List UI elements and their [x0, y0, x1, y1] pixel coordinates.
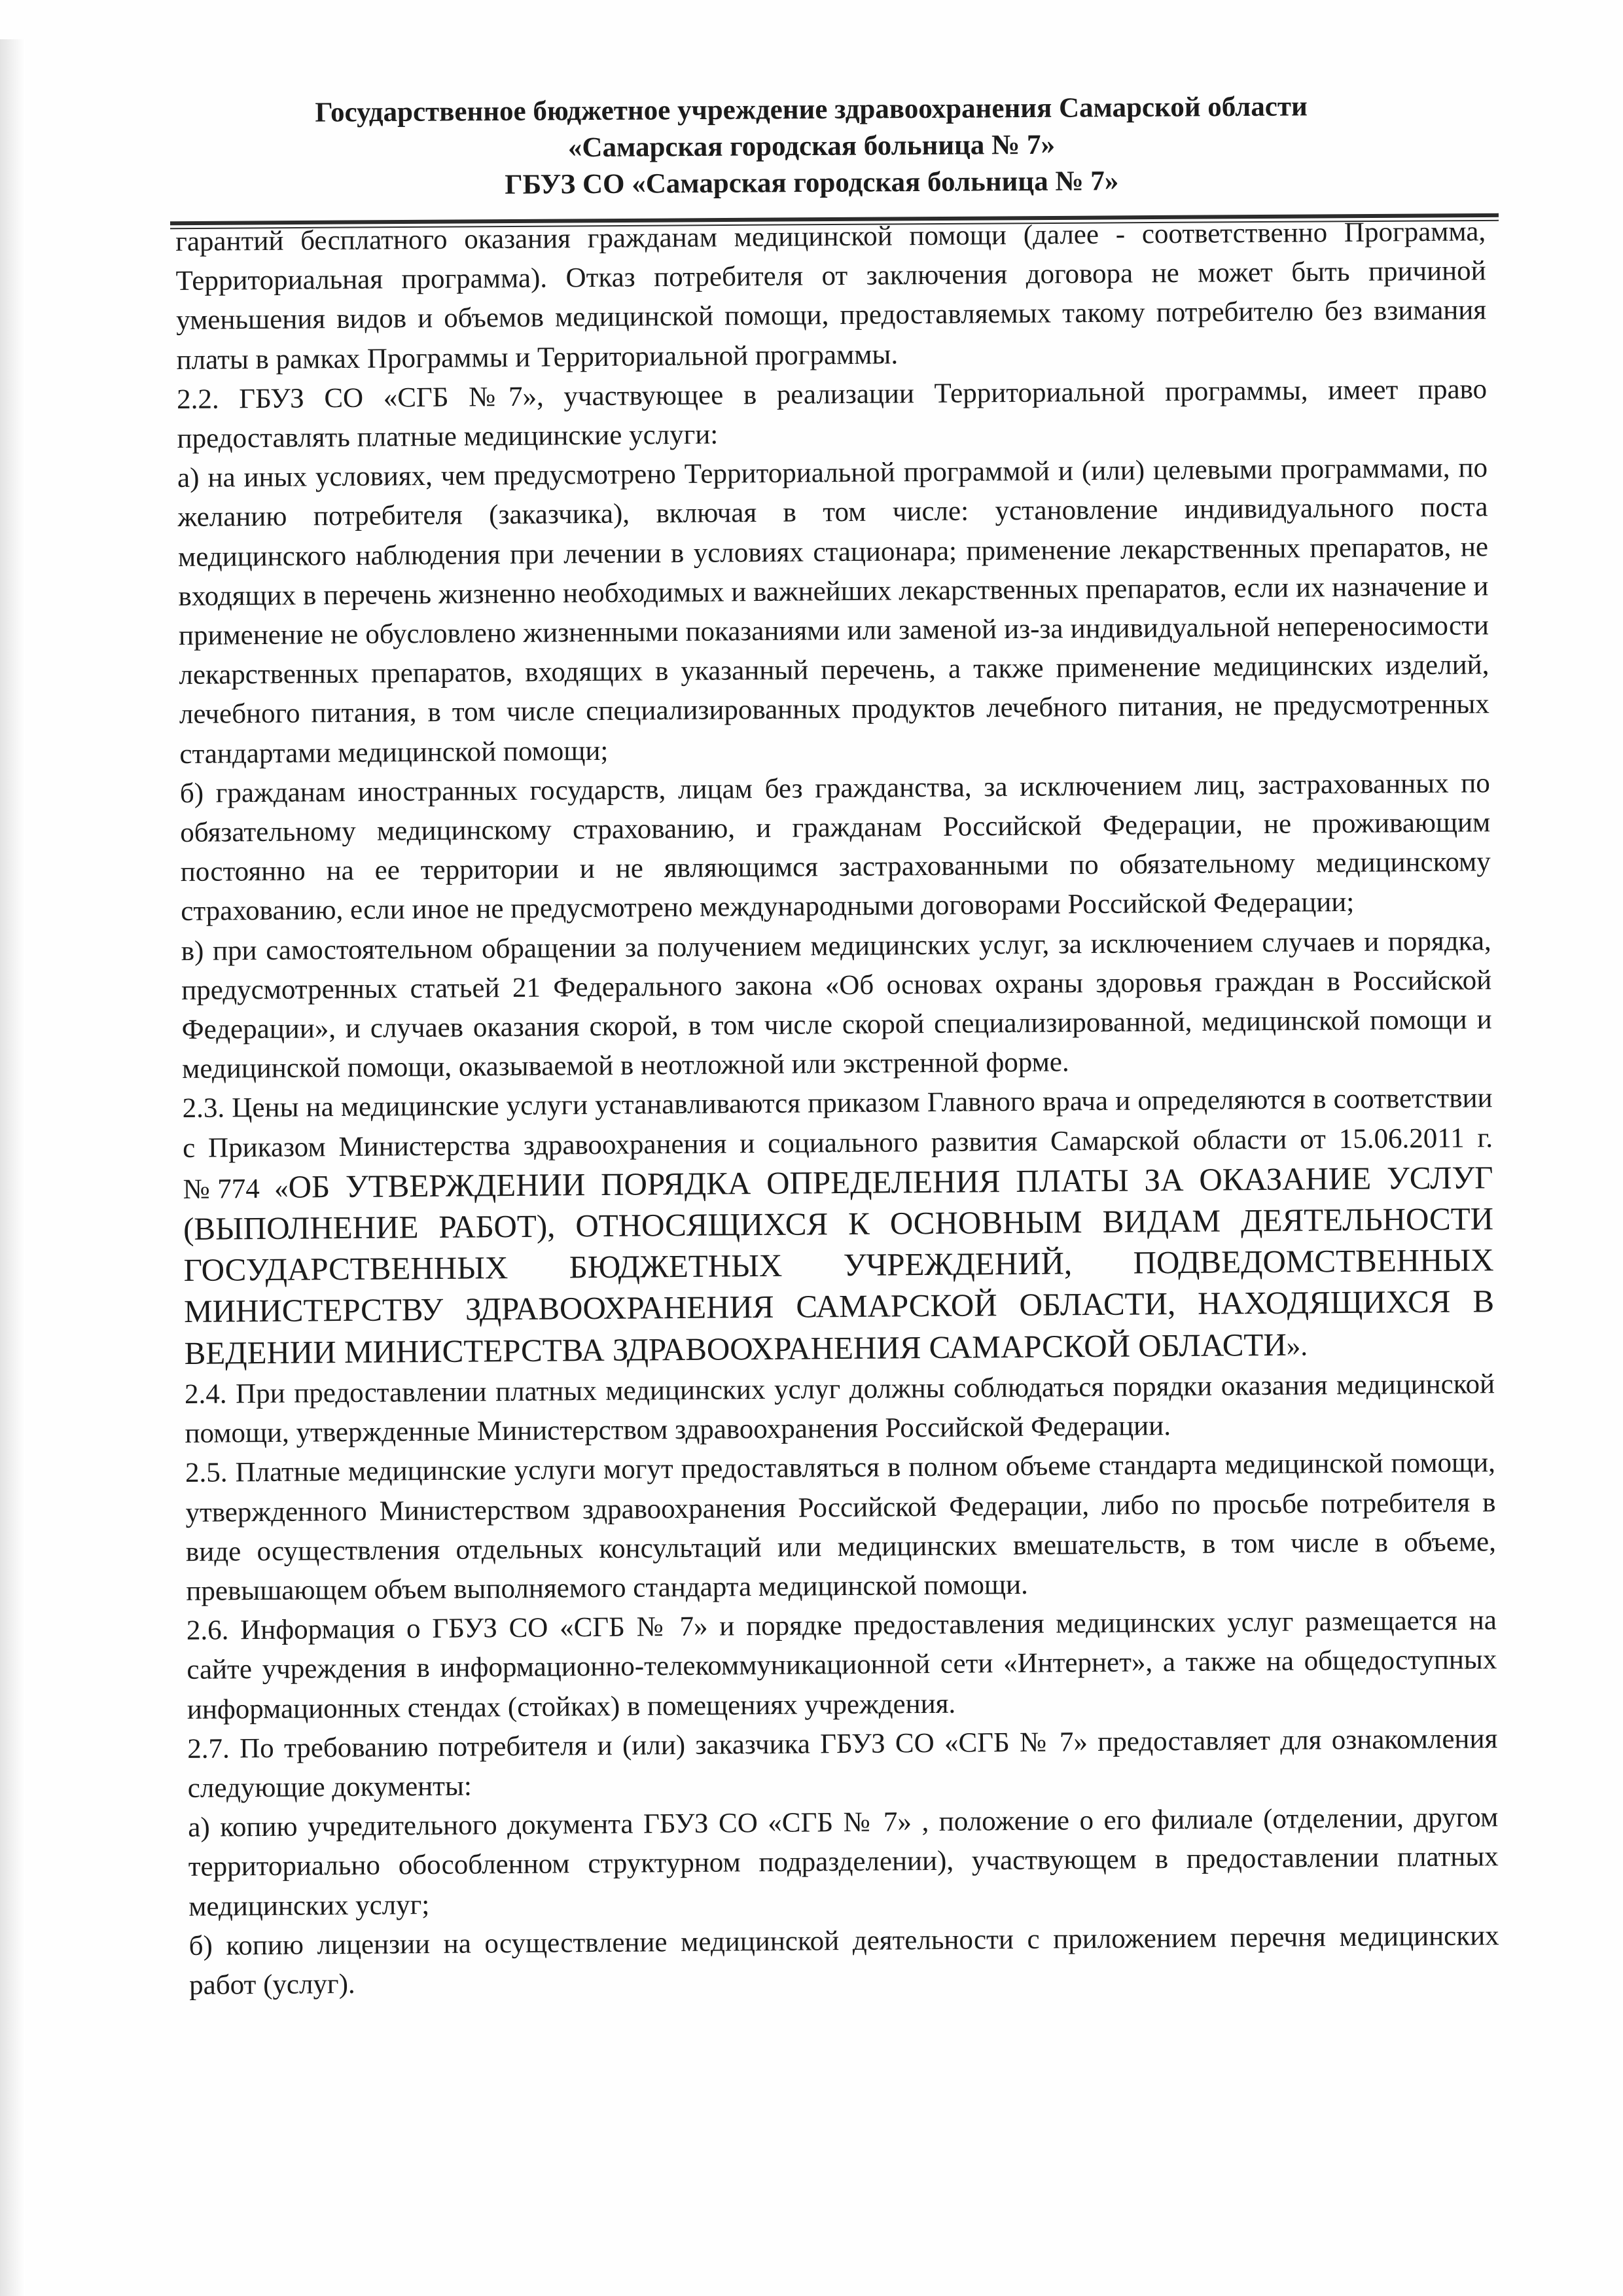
paragraph-2-2-v: в) при самостоятельном обращении за получением медицинских услуг, за исключением случаев и порядка, предусмотренных статьей 21 Федерального закона «Об основах охраны здоровья граждан в Российской Федерации», и случаев оказания скорой, в том числе скорой специализированной, медицинской помощи и медицинской помощи, оказываемой в неотложной или экстренной форме. — [181, 925, 1492, 1085]
order-title-caps: ОБ УТВЕРЖДЕНИИ ПОРЯДКА ОПРЕДЕЛЕНИЯ ПЛАТЫ ЗА ОКАЗАНИЕ УСЛУГ (ВЫПОЛНЕНИЕ РАБОТ), ОТНОСЯЩИХСЯ К ОСНОВНЫМ ВИДАМ ДЕЯТЕЛЬНОСТИ ГОСУДАРСТВЕННЫХ БЮДЖЕТНЫХ УЧРЕЖДЕНИЙ, ПОДВЕДОМСТВЕННЫХ МИНИСТЕРСТВУ ЗДРАВООХРАНЕНИЯ САМАРСКОЙ ОБЛАСТИ, НАХОДЯЩИХСЯ В ВЕДЕНИИ МИНИСТЕРСТВА ЗДРАВООХРАНЕНИЯ САМАРСКОЙ ОБЛАСТИ — [183, 1159, 1495, 1371]
paragraph-2-5: 2.5. Платные медицинские услуги могут предоставляться в полном объеме стандарта медицинской помощи, утвержденного Министерством здравоохранения Российской Федерации, либо по просьбе потребителя в виде осуществления отдельных консультаций или медицинских вмешательств, в том числе в объеме, превышающем объем выполняемого стандарта медицинской помощи. — [185, 1447, 1497, 1607]
paragraph-2-4: 2.4. При предоставлении платных медицинских услуг должны соблюдаться порядки оказания медицинской помощи, утвержденные Министерством здравоохранения Российской Федерации. — [184, 1369, 1495, 1450]
paragraph-2-3-text: 2.3. Цены на медицинские услуги устанавливаются приказом Главного врача и определяются в соответствии с Приказом Министерства здравоохранения и социального развития Самарской области от 15.06.2011 г. №774 « — [182, 1083, 1493, 1205]
header-hospital-name: «Самарская городская больница № 7» — [567, 129, 1056, 164]
paragraph-2-2: 2.2. ГБУЗ СО «СГБ №7», участвующее в реализации Территориальной программы, имеет право предоставлять платные медицинские услуги: — [176, 374, 1488, 455]
paragraph-2-6: 2.6. Информация о ГБУЗ СО «СГБ № 7» и порядке предоставления медицинских услуг размещается на сайте учреждения в информационно-телекоммуникационной сети «Интернет», а также на общедоступных информационных стендах (стойках) в помещениях учреждения. — [186, 1605, 1497, 1725]
header-organization: Государственное бюджетное учреждение здравоохранения Самарской области — [315, 91, 1308, 128]
document-body — [175, 212, 1499, 2005]
document-header — [164, 88, 1460, 206]
paragraph-2-7-b: б) копию лицензии на осуществление медицинской деятельности с приложением перечня медицинских работ (услуг). — [188, 1920, 1499, 2001]
paragraph-2-7: 2.7. По требованию потребителя и (или) заказчика ГБУЗ СО «СГБ № 7» предоставляет для ознакомления следующие документы: — [187, 1723, 1498, 1804]
paragraph-intro: гарантий бесплатного оказания гражданам медицинской помощи (далее - соответственно Программа, Территориальная программа). Отказ потребителя от заключения договора не может быть причиной уменьшения видов и объемов медицинской помощи, предоставляемых такому потребителю без взимания платы в рамках Программы и Территориальной программы. — [175, 216, 1487, 376]
paragraph-2-2-a: а) на иных условиях, чем предусмотрено Территориальной программой и (или) целевыми программами, по желанию потребителя (заказчика), включая в том числе: установление индивидуального поста медицинского наблюдения при лечении в условиях стационара; применение лекарственных препаратов, не входящих в перечень жизненно необходимых и важнейших лекарственных препаратов, если их назначение и применение не обусловлено жизненными показаниями или заменой из-за индивидуальной непереносимости лекарственных препаратов, входящих в указанный перечень, а также применение медицинских изделий, лечебного питания, в том числе специализированных продуктов лечебного питания, не предусмотренных стандартами медицинской помощи; — [177, 452, 1490, 770]
paragraph-2-3-end: ». — [1286, 1331, 1308, 1362]
paragraph-2-3 — [182, 1079, 1494, 1375]
header-short-name: ГБУЗ СО «Самарская городская больница № 7» — [505, 166, 1119, 200]
paragraph-2-7-a: а) копию учредительного документа ГБУЗ СО «СГБ № 7» , положение о его филиале (отделении, другом территориально обособленном структурном подразделении), участвующем в предоставлении платных медицинских услуг; — [188, 1802, 1499, 1922]
paragraph-2-2-b: б) гражданам иностранных государств, лицам без гражданства, за исключением лиц, застрахованных по обязательному медицинскому страхованию, и гражданам Российской Федерации, не проживающим постоянно на ее территории и не являющимся застрахованными по обязательному медицинскому страхованию, если иное не предусмотрено международными договорами Российской Федерации; — [179, 768, 1491, 927]
scan-edge-shadow — [0, 39, 25, 2296]
